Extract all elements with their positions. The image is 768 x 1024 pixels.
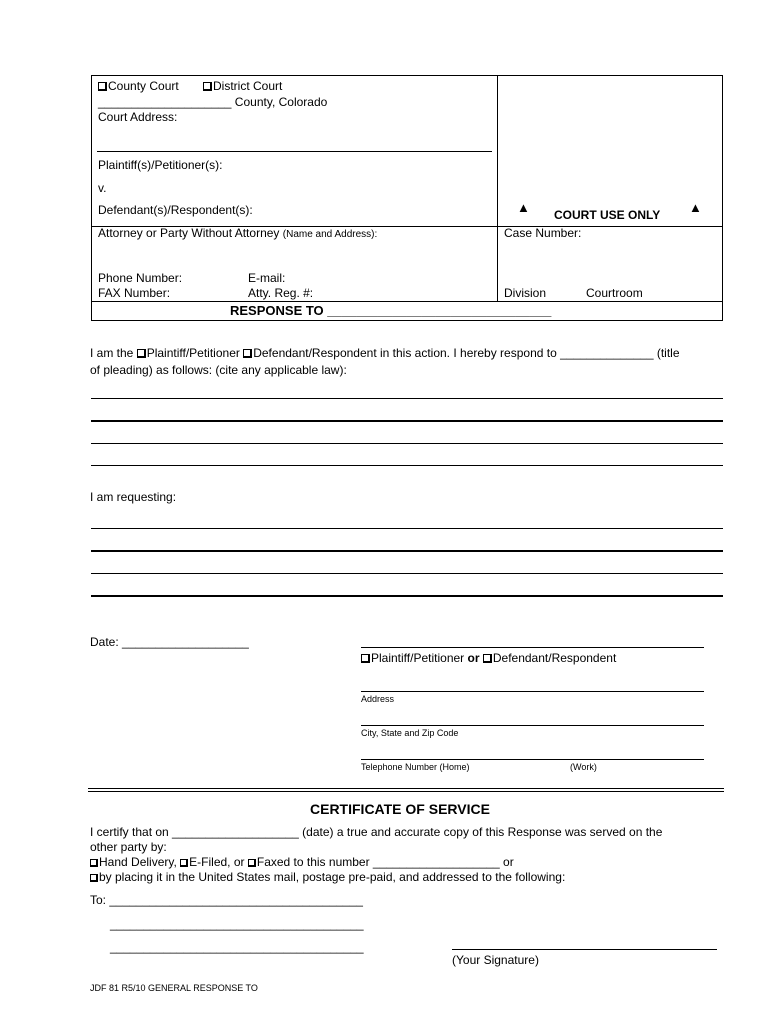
case-number-label: Case Number:	[504, 226, 582, 240]
work-label: (Work)	[570, 762, 597, 772]
plaintiff-label: Plaintiff(s)/Petitioner(s):	[98, 158, 223, 172]
triangle-left-icon: ▲	[517, 200, 530, 215]
form-footer: JDF 81 R5/10 GENERAL RESPONSE TO	[90, 983, 258, 993]
to-field[interactable]: To: ______________________________________	[90, 893, 363, 907]
city-line[interactable]	[361, 725, 704, 726]
signer-role: Plaintiff/Petitioner or Defendant/Respondent	[361, 652, 616, 664]
hand-delivery-checkbox[interactable]	[90, 859, 98, 867]
efiled-checkbox[interactable]	[180, 859, 188, 867]
telephone-label: Telephone Number (Home)	[361, 762, 470, 772]
versus-label: v.	[98, 181, 107, 195]
certificate-title: CERTIFICATE OF SERVICE	[310, 801, 490, 817]
signer-defendant-checkbox[interactable]	[483, 654, 492, 663]
county-court-checkbox[interactable]	[98, 82, 107, 91]
division-label: Division	[504, 286, 547, 300]
district-court-checkbox[interactable]	[203, 82, 212, 91]
to-address-line-2[interactable]: ______________________________________	[110, 940, 364, 954]
attorney-label: Attorney or Party Without Attorney (Name and Address):	[98, 226, 378, 240]
signer-plaintiff-checkbox[interactable]	[361, 654, 370, 663]
county-line[interactable]: ____________________ County, Colorado	[98, 95, 328, 109]
email-label: E-mail:	[248, 271, 286, 285]
requesting-label: I am requesting:	[90, 490, 177, 504]
city-label: City, State and Zip Code	[361, 728, 459, 738]
form-title: RESPONSE TO _______________________________	[230, 303, 552, 318]
atty-reg-label: Atty. Reg. #:	[248, 286, 314, 300]
certificate-line1: I certify that on ___________________ (date) a true and accurate copy of this Response was served on the	[90, 825, 663, 839]
fax-label: FAX Number:	[98, 286, 171, 300]
plaintiff-checkbox[interactable]	[137, 349, 146, 358]
county-court-option[interactable]: County Court	[98, 80, 179, 92]
to-address-line-1[interactable]: ______________________________________	[110, 917, 364, 931]
service-methods: Hand Delivery, E-Filed, or Faxed to this number ___________________ or	[90, 856, 514, 868]
section-divider	[88, 788, 724, 789]
telephone-line[interactable]	[361, 759, 704, 760]
party-selection-line: I am the Plaintiff/Petitioner Defendant/Respondent in this action. I hereby respond to ______________ (title	[90, 346, 680, 360]
address-line[interactable]	[361, 691, 704, 692]
courtroom-label: Courtroom	[586, 286, 643, 300]
phone-label: Phone Number:	[98, 271, 183, 285]
mail-checkbox[interactable]	[90, 874, 98, 882]
mail-method: by placing it in the United States mail, postage pre-paid, and addressed to the following:	[90, 871, 565, 883]
defendant-label: Defendant(s)/Respondent(s):	[98, 203, 253, 217]
faxed-checkbox[interactable]	[248, 859, 256, 867]
your-signature-label: (Your Signature)	[452, 953, 539, 967]
signature-line[interactable]	[361, 647, 704, 648]
your-signature-line[interactable]	[452, 949, 717, 950]
triangle-right-icon: ▲	[689, 200, 702, 215]
district-court-option[interactable]: District Court	[203, 80, 282, 92]
address-label: Address	[361, 694, 395, 704]
court-use-only-label: COURT USE ONLY	[554, 208, 661, 222]
court-address-label: Court Address:	[98, 110, 178, 124]
date-field[interactable]: Date: ___________________	[90, 635, 249, 649]
defendant-checkbox[interactable]	[243, 349, 252, 358]
certificate-line2: other party by:	[90, 840, 167, 854]
pleading-line: of pleading) as follows: (cite any applicable law):	[90, 363, 347, 377]
